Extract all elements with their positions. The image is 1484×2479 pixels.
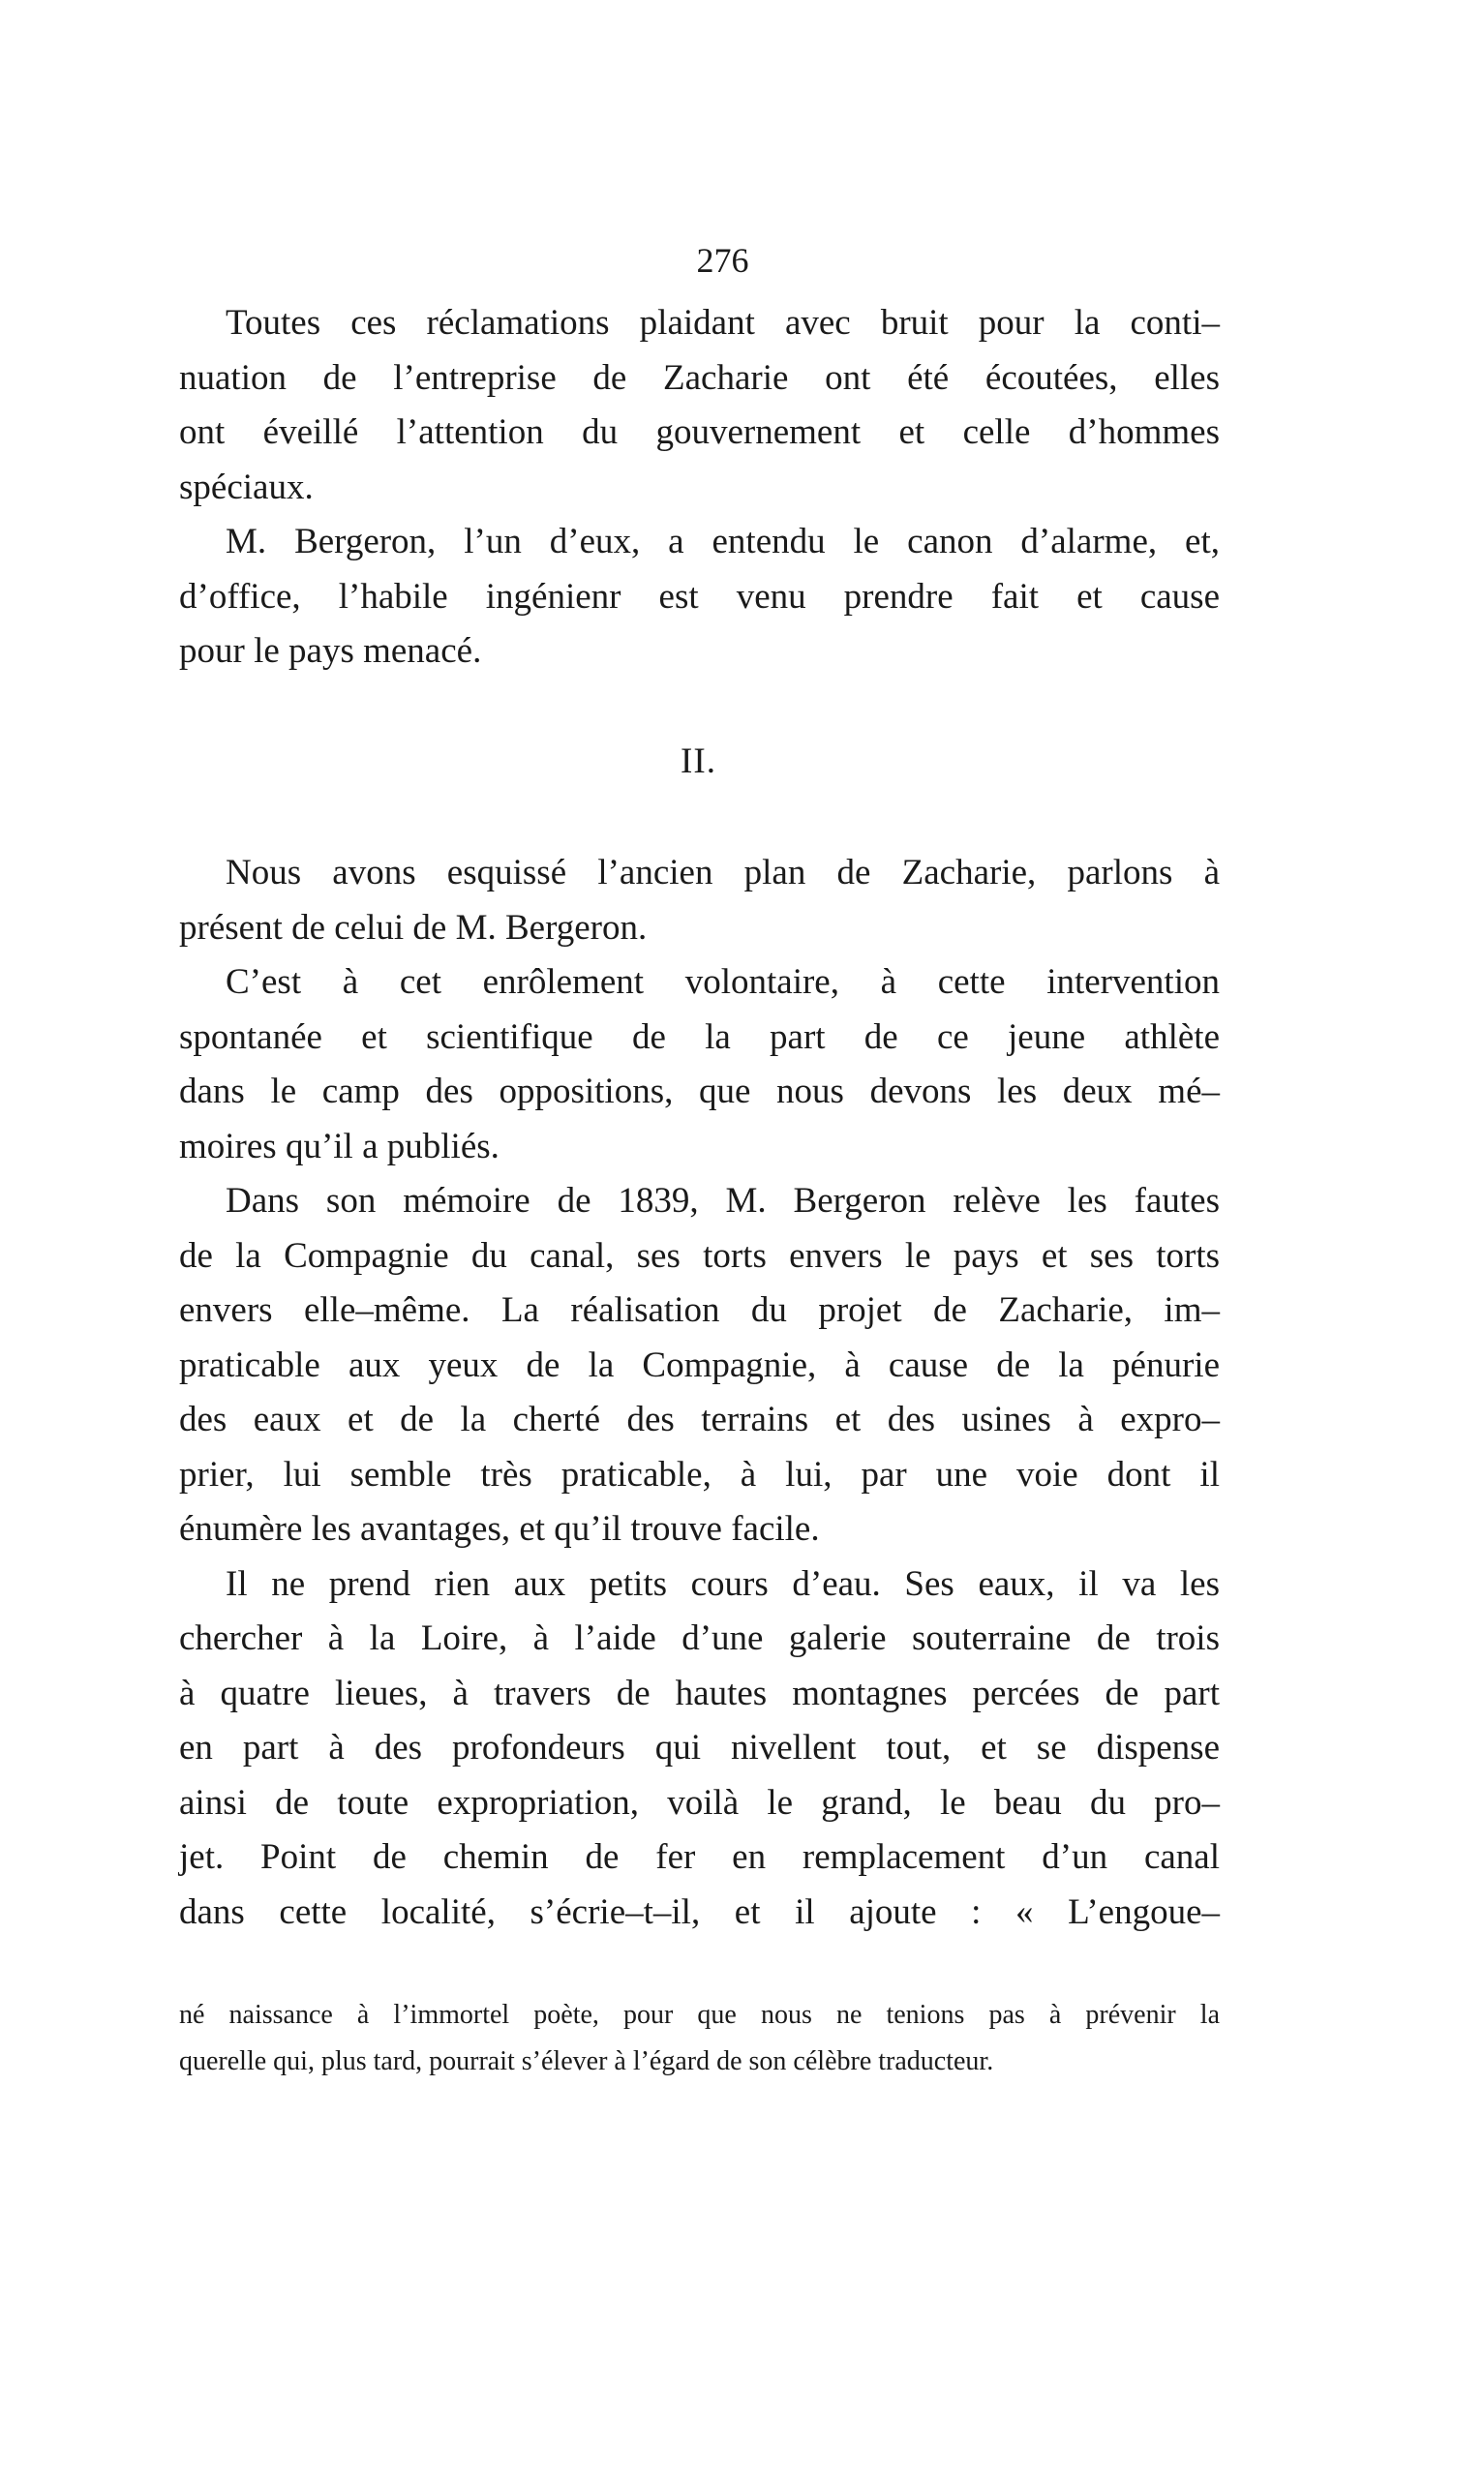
text-line: Toutes ces réclamations plaidant avec bruit pour la conti– [226, 303, 1220, 343]
text-line: présent de celui de M. Bergeron. [179, 907, 648, 948]
footnote [179, 1992, 1220, 2085]
text-line: de la Compagnie du canal, ses torts envers le pays et ses torts [179, 1235, 1220, 1276]
page-number: 276 [696, 241, 749, 280]
text-line: spéciaux. [179, 467, 314, 507]
text-line: M. Bergeron, l’un d’eux, a entendu le canon d’alarme, et, [226, 522, 1220, 561]
text-line: ainsi de toute expropriation, voilà le grand, le beau du pro– [179, 1782, 1220, 1823]
text-line: Dans son mémoire de 1839, M. Bergeron relève les fautes [226, 1181, 1220, 1221]
text-line: spontanée et scientifique de la part de ce jeune athlète [179, 1016, 1220, 1057]
text-line: jet. Point de chemin de fer en remplacement d’un canal [179, 1837, 1220, 1877]
paragraph-block-main [179, 846, 1220, 1940]
text-line: C’est à cet enrôlement volontaire, à cette intervention [226, 962, 1220, 1002]
footnote-line: querelle qui, plus tard, pourrait s’élever à l’égard de son célèbre traducteur. [179, 2046, 994, 2076]
text-line: envers elle–même. La réalisation du projet de Zacharie, im– [179, 1290, 1220, 1330]
text-line: nuation de l’entreprise de Zacharie ont été écoutées, elles [179, 357, 1220, 398]
text-line: prier, lui semble très praticable, à lui, par une voie dont il [179, 1454, 1220, 1495]
text-line: moires qu’il a publiés. [179, 1126, 500, 1166]
text-line: dans cette localité, s’écrie–t–il, et il ajoute : « L’engoue– [179, 1891, 1220, 1932]
text-line: à quatre lieues, à travers de hautes montagnes percées de part [179, 1673, 1220, 1713]
footnote-line: né naissance à l’immortel poète, pour que nous ne tenions pas à prévenir la [179, 2000, 1220, 2030]
text-line: dans le camp des oppositions, que nous devons les deux mé– [179, 1072, 1220, 1111]
text-line: Il ne prend rien aux petits cours d’eau. Ses eaux, il va les [226, 1563, 1220, 1604]
text-line: énumère les avantages, et qu’il trouve facile. [179, 1509, 820, 1549]
text-line: des eaux et de la cherté des terrains et des usines à expro– [179, 1400, 1220, 1439]
text-line: pour le pays menacé. [179, 631, 482, 671]
paragraph-block-intro [179, 296, 1220, 680]
text-line: en part à des profondeurs qui nivellent tout, et se dispense [179, 1728, 1220, 1768]
text-line: Nous avons esquissé l’ancien plan de Zacharie, parlons à [226, 853, 1220, 892]
text-line: d’office, l’habile ingénienr est venu prendre fait et cause [179, 576, 1220, 617]
section-heading: II. [681, 741, 716, 781]
text-line: ont éveillé l’attention du gouvernement et celle d’hommes [179, 412, 1220, 452]
text-line: praticable aux yeux de la Compagnie, à cause de la pénurie [179, 1345, 1220, 1385]
text-line: chercher à la Loire, à l’aide d’une galerie souterraine de trois [179, 1618, 1220, 1658]
